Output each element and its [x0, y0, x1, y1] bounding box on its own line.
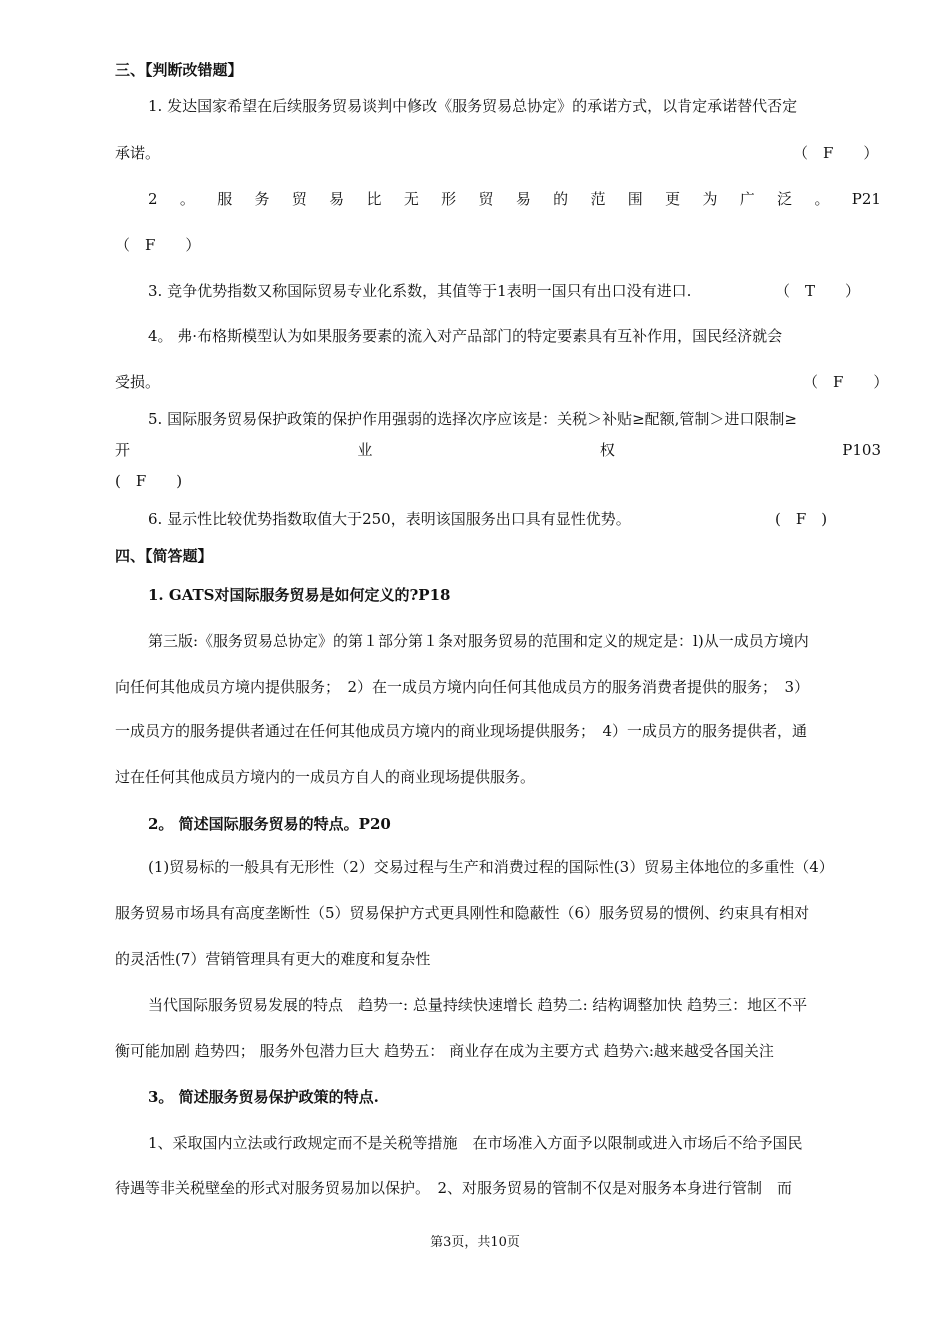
s4-q1-line: 向任何其他成员方境内提供服务； 2）在一成员方境内向任何其他成员方的服务消费者提供的服务； 3） — [115, 678, 810, 696]
q2-char: 。 — [814, 190, 830, 208]
section-4-heading: 四、【简答题】 — [115, 547, 213, 565]
s4-q2-line: 的灵活性(7）营销管理具有更大的难度和复杂性 — [115, 950, 431, 968]
q5-line2 — [115, 440, 881, 460]
q5-char: P103 — [842, 441, 881, 459]
q2-char: 无 — [403, 190, 419, 208]
s4-q1-line: 一成员方的服务提供者通过在任何其他成员方境内的商业现场提供服务； 4）一成员方的服务提供者，通 — [115, 722, 808, 740]
q6-answer: ( F ) — [775, 510, 828, 528]
q4-line1: 4。 弗·布格斯模型认为如果服务要素的流入对产品部门的特定要素具有互补作用，国民经济就会 — [148, 327, 783, 345]
q2-char: 2 — [148, 190, 158, 208]
q2-char: 为 — [702, 190, 718, 208]
q5-char: 业 — [357, 441, 373, 459]
page-footer: 第3页，共10页 — [430, 1235, 520, 1250]
s4-q3-line: 待遇等非关税壁垒的形式对服务贸易加以保护。 2、对服务贸易的管制不仅是对服务本身进行管制 而 — [115, 1179, 793, 1197]
q2-char: 服 — [217, 190, 233, 208]
q4-line2: 受损。 — [115, 373, 161, 391]
s4-q1-line: 第三版:《服务贸易总协定》的第１部分第１条对服务贸易的范围和定义的规定是：l)从一成员方境内 — [148, 632, 809, 650]
q2-answer: （ F ） — [115, 236, 201, 254]
s4-q3-title: 3。 简述服务贸易保护政策的特点. — [148, 1088, 379, 1106]
q6-text: 6. 显示性比较优势指数取值大于250，表明该国服务出口具有显性优势。 — [148, 510, 631, 528]
s4-q2-line: 服务贸易市场具有高度垄断性（5）贸易保护方式更具刚性和隐蔽性（6）服务贸易的惯例、约束具有相对 — [115, 904, 810, 922]
q2-char: 贸 — [291, 190, 307, 208]
q2-char: 的 — [553, 190, 569, 208]
q2-line1 — [148, 189, 881, 209]
q5-answer: ( F ) — [115, 472, 183, 490]
s4-q2-title: 2。 简述国际服务贸易的特点。P20 — [148, 815, 391, 833]
q2-char: 更 — [665, 190, 681, 208]
q1-line2: 承诺。 — [115, 144, 161, 162]
q2-char: 贸 — [478, 190, 494, 208]
q4-answer: （ F ） — [803, 373, 889, 391]
q2-char: 范 — [590, 190, 606, 208]
section-3-heading: 三、【判断改错题】 — [115, 61, 243, 79]
q1-line1: 1. 发达国家希望在后续服务贸易谈判中修改《服务贸易总协定》的承诺方式，以肯定承诺替代否定 — [148, 97, 798, 115]
q5-line1: 5. 国际服务贸易保护政策的保护作用强弱的选择次序应该是：关税＞补贴≥配额,管制＞进口限制≥ — [148, 410, 797, 428]
s4-q2-line: (1)贸易标的一般具有无形性（2）交易过程与生产和消费过程的国际性(3）贸易主体地位的多重性（4） — [148, 858, 834, 876]
q2-char: 比 — [366, 190, 382, 208]
q2-char: 易 — [515, 190, 531, 208]
s4-q2-trend-line: 当代国际服务贸易发展的特点 趋势一: 总量持续快速增长 趋势二: 结构调整加快 趋势三：地区不平 — [148, 996, 808, 1014]
q2-char: 形 — [441, 190, 457, 208]
q2-char: 。 — [179, 190, 195, 208]
q2-char: 围 — [627, 190, 643, 208]
s4-q2-trend-line: 衡可能加剧 趋势四； 服务外包潜力巨大 趋势五： 商业存在成为主要方式 趋势六:越来越受各国关注 — [115, 1042, 774, 1060]
q3-text: 3. 竞争优势指数又称国际贸易专业化系数，其值等于1表明一国只有出口没有进口. — [148, 282, 692, 300]
q2-char: 务 — [254, 190, 270, 208]
s4-q1-title: 1. GATS对国际服务贸易是如何定义的?P18 — [148, 586, 451, 604]
q5-char: 权 — [599, 441, 615, 459]
q5-char: 开 — [115, 441, 131, 459]
q2-char: 泛 — [777, 190, 793, 208]
q2-char: 广 — [739, 190, 755, 208]
s4-q3-line: 1、采取国内立法或行政规定而不是关税等措施 在市场准入方面予以限制或进入市场后不给予国民 — [148, 1134, 803, 1152]
q3-answer: （ T ） — [775, 282, 861, 300]
q2-char: P21 — [851, 190, 881, 208]
q1-answer: （ F ） — [793, 144, 879, 162]
s4-q1-line: 过在任何其他成员方境内的一成员方自人的商业现场提供服务。 — [115, 768, 536, 786]
q2-char: 易 — [329, 190, 345, 208]
